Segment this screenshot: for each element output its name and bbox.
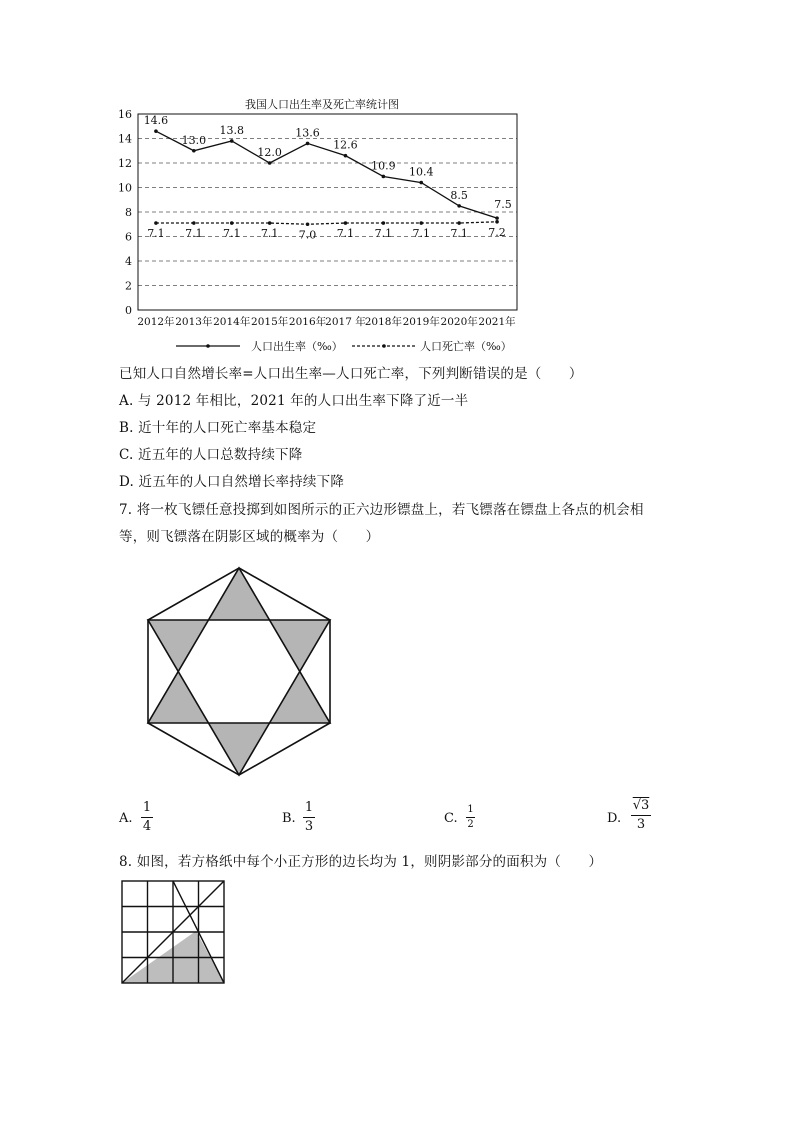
fraction-bar bbox=[631, 815, 651, 816]
shaded-triangle-lower-right bbox=[270, 672, 330, 723]
death-rate-point bbox=[419, 221, 423, 225]
death-rate-label: 7.1 bbox=[260, 227, 279, 241]
birth-rate-label: 13.8 bbox=[219, 123, 244, 137]
birth-rate-label: 7.5 bbox=[494, 198, 512, 212]
death-rate-label: 7.1 bbox=[336, 227, 355, 241]
q7-option-a-fraction bbox=[141, 800, 153, 835]
fraction-denominator: 3 bbox=[304, 819, 314, 834]
q7-option-a-label: A. bbox=[119, 811, 133, 826]
birth-rate-label: 8.5 bbox=[450, 188, 468, 202]
fraction-bar bbox=[141, 817, 153, 818]
fraction-bar bbox=[303, 817, 315, 818]
legend-death-marker bbox=[382, 344, 386, 348]
birth-rate-point bbox=[268, 161, 272, 165]
q7-option-c-fraction bbox=[466, 804, 475, 831]
x-tick-label: 2017 年 bbox=[325, 316, 366, 328]
q6-option-a: A. 与 2012 年相比，2021 年的人口出生率下降了近一半 bbox=[119, 393, 469, 409]
birth-rate-point bbox=[344, 154, 348, 158]
birth-rate-label: 12.6 bbox=[333, 138, 358, 152]
x-tick-label: 2021年 bbox=[478, 316, 516, 328]
death-rate-point bbox=[495, 220, 499, 224]
fraction-numerator: 1 bbox=[467, 804, 474, 815]
death-rate-point bbox=[306, 222, 310, 226]
birth-rate-label: 13.6 bbox=[295, 126, 320, 140]
x-tick-label: 2015年 bbox=[251, 316, 289, 328]
death-rate-label: 7.1 bbox=[450, 227, 468, 241]
y-tick-label: 2 bbox=[125, 279, 132, 293]
shaded-triangle-upper-right bbox=[270, 620, 330, 672]
x-tick-label: 2020年 bbox=[440, 316, 478, 328]
x-tick-label: 2012年 bbox=[137, 316, 175, 328]
death-rate-label: 7.1 bbox=[147, 227, 165, 241]
y-tick-label: 10 bbox=[118, 181, 132, 195]
death-rate-point bbox=[230, 221, 234, 225]
birth-rate-point bbox=[419, 181, 423, 185]
legend-death-label: 人口死亡率（‰） bbox=[420, 340, 512, 353]
shaded-triangle-lower-left bbox=[148, 672, 208, 723]
q7-option-b-fraction bbox=[303, 800, 315, 835]
legend-birth-label: 人口出生率（‰） bbox=[251, 340, 343, 353]
y-tick-label: 8 bbox=[125, 206, 132, 219]
chart-title: 我国人口出生率及死亡率统计图 bbox=[245, 98, 399, 111]
q6-option-c: C. 近五年的人口总数持续下降 bbox=[119, 447, 303, 463]
death-rate-point bbox=[344, 221, 348, 225]
death-rate-point bbox=[457, 221, 461, 225]
fraction-numerator: 1 bbox=[304, 800, 314, 815]
birth-rate-label: 13.0 bbox=[181, 133, 207, 147]
x-tick-label: 2016年 bbox=[288, 316, 327, 328]
y-tick-label: 16 bbox=[118, 108, 132, 121]
birth-rate-line bbox=[156, 131, 497, 218]
y-tick-label: 0 bbox=[125, 304, 132, 317]
legend-birth-marker bbox=[206, 344, 210, 348]
death-rate-point bbox=[154, 221, 158, 225]
death-rate-line bbox=[156, 222, 497, 224]
q7-option-c-label: C. bbox=[444, 811, 458, 826]
fraction-bar bbox=[466, 817, 475, 818]
death-rate-point bbox=[268, 221, 272, 225]
y-tick-label: 14 bbox=[118, 132, 132, 146]
q6-option-d: D. 近五年的人口自然增长率持续下降 bbox=[119, 474, 345, 490]
birth-rate-label: 10.9 bbox=[371, 159, 396, 173]
death-rate-label: 7.1 bbox=[185, 227, 203, 241]
q7-stem-line1: 7. 将一枚飞镖任意投掷到如图所示的正六边形镖盘上，若飞镖落在镖盘上各点的机会相 bbox=[119, 502, 644, 518]
birth-rate-point bbox=[192, 149, 196, 153]
birth-rate-label: 12.0 bbox=[257, 146, 282, 159]
birth-rate-point bbox=[382, 175, 386, 179]
q8-stem: 8. 如图，若方格纸中每个小正方形的边长均为 1，则阴影部分的面积为（ ） bbox=[119, 854, 603, 870]
death-rate-label: 7.1 bbox=[412, 227, 430, 241]
hexagon-dartboard-figure bbox=[140, 560, 340, 780]
fraction-denominator: 3 bbox=[636, 817, 646, 832]
birth-rate-label: 10.4 bbox=[409, 165, 434, 179]
y-tick-label: 12 bbox=[118, 157, 132, 170]
death-rate-label: 7.1 bbox=[223, 227, 241, 241]
x-tick-label: 2019年 bbox=[402, 316, 440, 328]
x-tick-label: 2013年 bbox=[175, 316, 213, 328]
shaded-triangle-top bbox=[208, 568, 270, 620]
q7-stem-line2: 等，则飞镖落在阴影区域的概率为（ ） bbox=[119, 529, 380, 545]
death-rate-point bbox=[382, 221, 386, 225]
x-tick-label: 2014年 bbox=[213, 316, 251, 328]
line-chart bbox=[0, 0, 794, 360]
birth-rate-point bbox=[230, 139, 234, 143]
fraction-denominator: 2 bbox=[467, 819, 474, 830]
birth-rate-point bbox=[154, 129, 158, 133]
q7-option-d-label: D. bbox=[607, 811, 622, 826]
x-tick-label: 2018年 bbox=[364, 316, 402, 328]
shaded-triangle-bottom bbox=[208, 723, 270, 775]
grid-figure bbox=[118, 877, 228, 987]
q6-stem: 已知人口自然增长率=人口出生率—人口死亡率，下列判断错误的是（ ） bbox=[119, 366, 583, 382]
y-tick-label: 4 bbox=[125, 255, 132, 268]
death-rate-label: 7.0 bbox=[298, 228, 317, 242]
death-rate-label: 7.1 bbox=[374, 227, 393, 241]
q6-option-b: B. 近十年的人口死亡率基本稳定 bbox=[119, 420, 317, 436]
death-rate-point bbox=[192, 221, 196, 225]
birth-rate-point bbox=[306, 142, 310, 146]
fraction-denominator: 4 bbox=[142, 819, 152, 834]
q7-option-d-fraction bbox=[631, 798, 651, 833]
shaded-triangle-upper-left bbox=[148, 620, 208, 672]
death-rate-label: 7.2 bbox=[488, 225, 506, 239]
fraction-numerator: 1 bbox=[142, 800, 152, 815]
birth-rate-point bbox=[457, 204, 461, 208]
birth-rate-label: 14.6 bbox=[143, 114, 169, 128]
birth-rate-point bbox=[495, 216, 499, 220]
q7-option-b-label: B. bbox=[282, 811, 296, 826]
fraction-numerator: √3 bbox=[632, 798, 650, 813]
y-tick-label: 6 bbox=[125, 230, 132, 244]
